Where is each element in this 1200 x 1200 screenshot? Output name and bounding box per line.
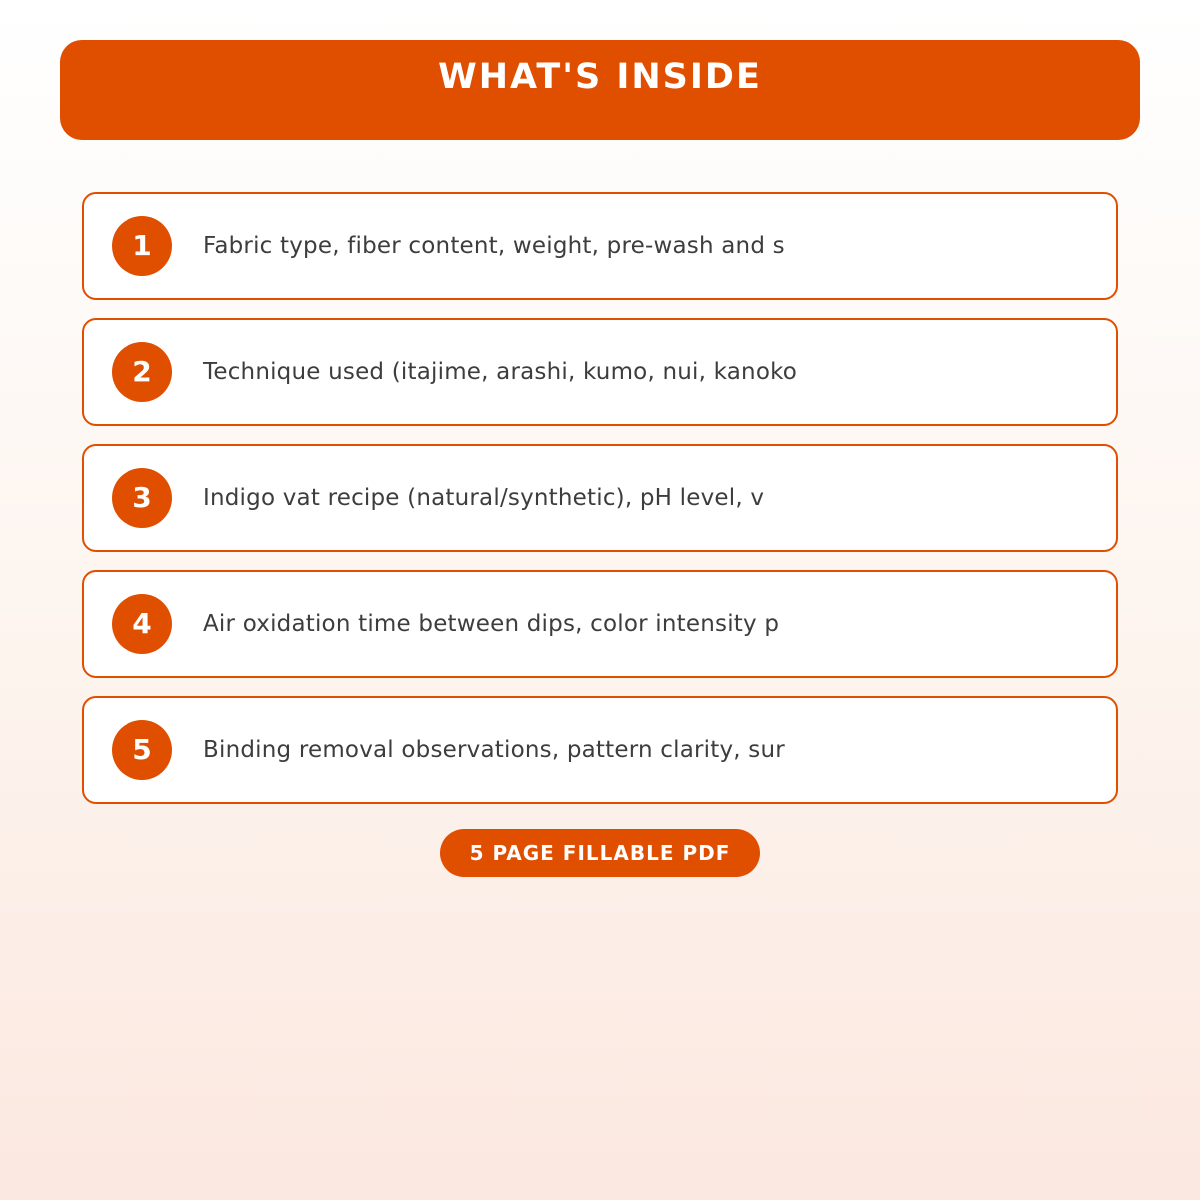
item-number-badge: 5	[112, 720, 172, 780]
item-number-badge: 1	[112, 216, 172, 276]
feature-list	[82, 192, 1118, 822]
item-number-badge: 2	[112, 342, 172, 402]
header-banner	[60, 40, 1140, 140]
item-text: Indigo vat recipe (natural/synthetic), pH level, v	[203, 485, 765, 511]
page-title: WHAT'S INSIDE	[438, 57, 762, 97]
item-text: Binding removal observations, pattern clarity, sur	[203, 737, 785, 763]
list-item	[82, 444, 1118, 552]
page-count-badge: 5 PAGE FILLABLE PDF	[440, 829, 761, 877]
item-number-badge: 3	[112, 468, 172, 528]
list-item	[82, 696, 1118, 804]
list-item	[82, 570, 1118, 678]
footer	[0, 829, 1200, 877]
item-text: Air oxidation time between dips, color intensity p	[203, 611, 780, 637]
list-item	[82, 192, 1118, 300]
list-item	[82, 318, 1118, 426]
item-number-badge: 4	[112, 594, 172, 654]
item-text: Fabric type, fiber content, weight, pre-wash and s	[203, 233, 785, 259]
item-text: Technique used (itajime, arashi, kumo, nui, kanoko	[203, 359, 798, 385]
